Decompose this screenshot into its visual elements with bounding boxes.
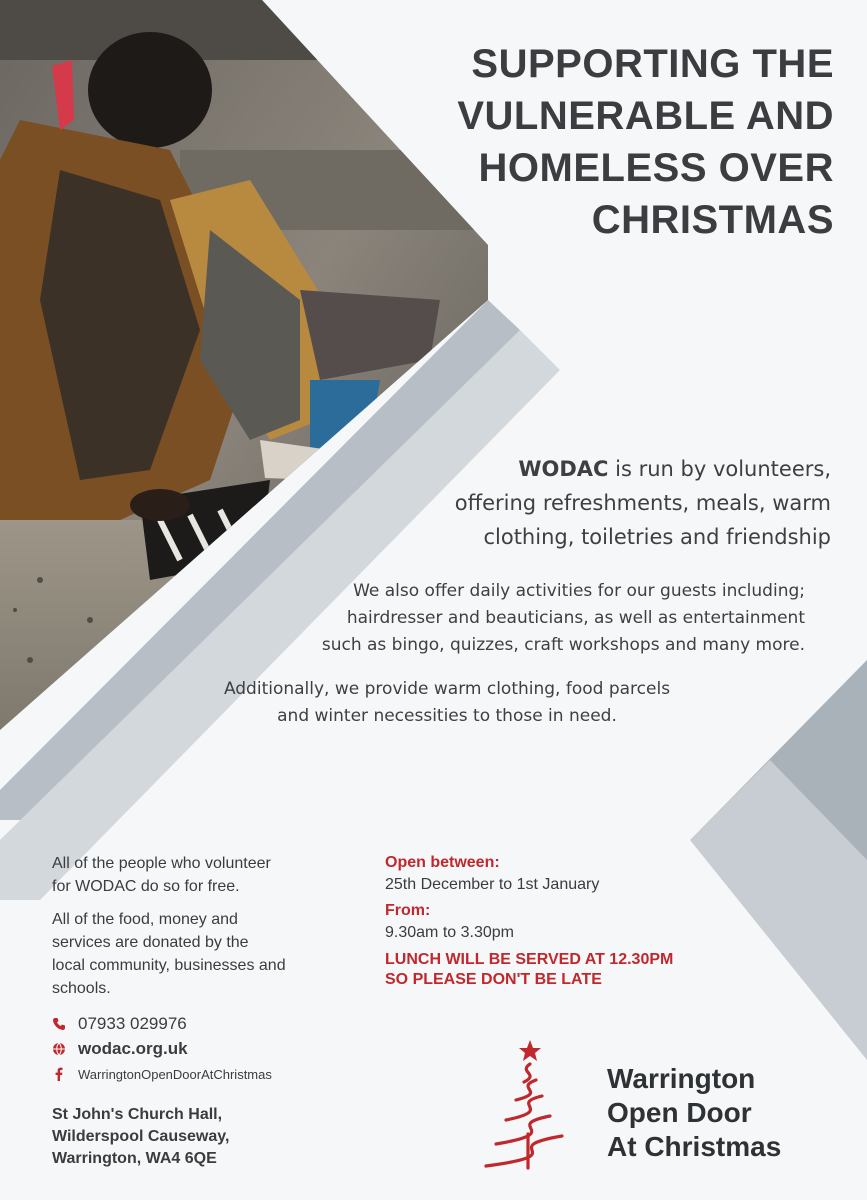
website-link[interactable]: wodac.org.uk xyxy=(78,1039,188,1058)
venue-address xyxy=(52,1104,229,1170)
headline xyxy=(374,38,834,246)
headline-line: VULNERABLE AND xyxy=(457,94,834,138)
intro-statement xyxy=(351,452,831,554)
activities-paragraph xyxy=(185,578,805,659)
contact-phone[interactable] xyxy=(52,1012,362,1036)
intro-line-1 xyxy=(351,452,831,486)
activities-line: We also offer daily activities for our guests including; xyxy=(353,581,805,601)
headline-line: SUPPORTING THE xyxy=(471,42,834,86)
volunteer-line: services are donated by the xyxy=(52,934,249,951)
contact-website[interactable] xyxy=(52,1037,362,1061)
intro-line-1-rest: is run by volunteers, xyxy=(608,457,831,481)
globe-icon xyxy=(52,1042,66,1056)
from-label: From: xyxy=(385,902,431,919)
volunteer-line: local community, businesses and xyxy=(52,957,286,974)
activities-line: such as bingo, quizzes, craft workshops and many more. xyxy=(321,635,805,655)
logo-line: Open Door xyxy=(607,1097,752,1128)
address-line: Wilderspool Causeway, xyxy=(52,1128,230,1145)
volunteer-line: for WODAC do so for free. xyxy=(52,878,240,895)
volunteer-line: schools. xyxy=(52,980,111,997)
headline-line: CHRISTMAS xyxy=(591,198,834,242)
facebook-handle[interactable]: WarringtonOpenDoorAtChristmas xyxy=(78,1066,272,1082)
christmas-tree-logo-icon xyxy=(478,1038,582,1170)
intro-line-3: clothing, toiletries and friendship xyxy=(483,525,831,549)
contact-facebook[interactable] xyxy=(52,1062,362,1086)
contact-list xyxy=(52,1012,362,1087)
volunteer-line: All of the food, money and xyxy=(52,911,238,928)
phone-icon xyxy=(52,1017,66,1031)
facebook-icon xyxy=(52,1067,66,1081)
lunch-notice-line-2: SO PLEASE DON'T BE LATE xyxy=(385,971,602,988)
opening-hours xyxy=(385,852,725,990)
from-value: 9.30am to 3.30pm xyxy=(385,924,514,941)
additional-line: Additionally, we provide warm clothing, food parcels xyxy=(223,679,671,699)
intro-line-2: offering refreshments, meals, warm xyxy=(454,491,831,515)
volunteer-info xyxy=(52,852,352,1000)
address-line: Warrington, WA4 6QE xyxy=(52,1150,217,1167)
volunteer-para-1 xyxy=(52,852,352,898)
volunteer-line: All of the people who volunteer xyxy=(52,855,271,872)
additional-line: and winter necessities to those in need. xyxy=(277,706,617,726)
open-between-label: Open between: xyxy=(385,854,500,871)
phone-number: 07933 029976 xyxy=(78,1014,187,1033)
organisation-logo-text xyxy=(607,1062,781,1164)
activities-line: hairdresser and beauticians, as well as entertainment xyxy=(346,608,805,628)
open-between-value: 25th December to 1st January xyxy=(385,876,600,893)
additional-paragraph xyxy=(137,676,757,730)
logo-line: Warrington xyxy=(607,1063,756,1094)
intro-brand: WODAC xyxy=(518,457,609,481)
headline-line: HOMELESS OVER xyxy=(478,146,834,190)
logo-line: At Christmas xyxy=(607,1131,782,1162)
lunch-notice-line-1: LUNCH WILL BE SERVED AT 12.30PM xyxy=(385,951,674,968)
address-line: St John's Church Hall, xyxy=(52,1106,223,1123)
volunteer-para-2 xyxy=(52,908,352,1000)
